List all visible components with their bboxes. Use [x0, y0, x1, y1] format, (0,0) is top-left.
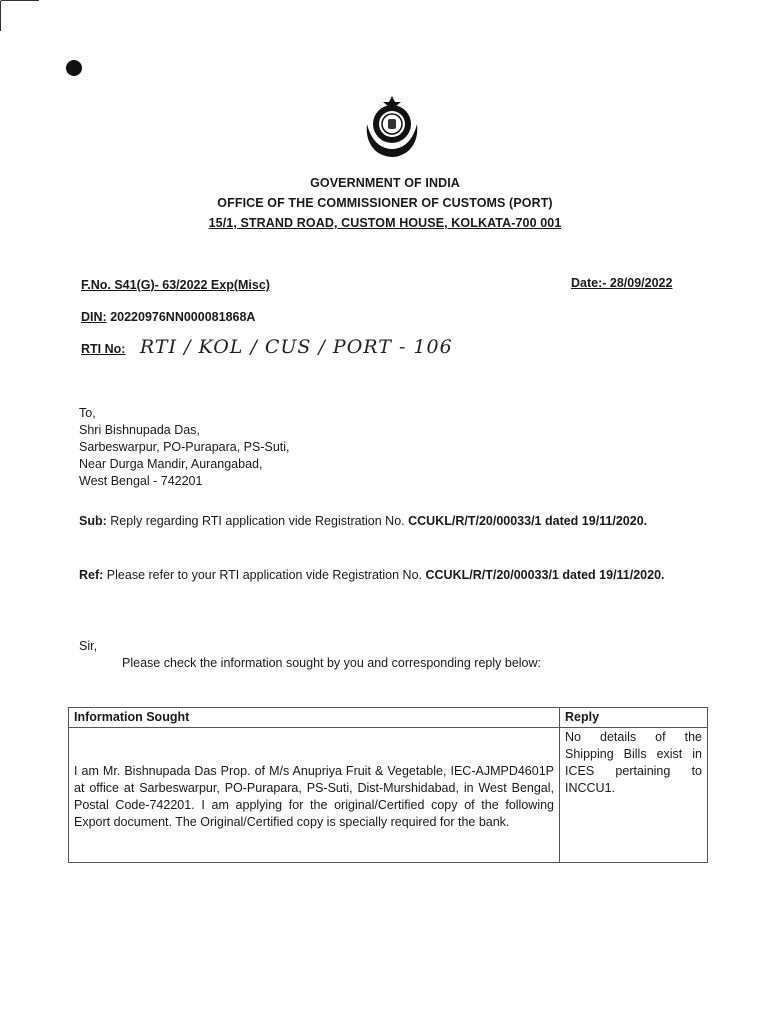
reference-text: Please refer to your RTI application vide Registration No.	[106, 568, 423, 582]
file-number: F.No. S41(G)- 63/2022 Exp(Misc)	[81, 278, 270, 292]
header-government: GOVERNMENT OF INDIA	[310, 176, 460, 190]
salutation: Sir,	[79, 639, 98, 653]
table-header-row	[69, 708, 708, 728]
intro-line: Please check the information sought by you and corresponding reply below:	[122, 656, 542, 670]
din-line	[81, 309, 255, 326]
address-to: To,	[79, 406, 96, 420]
address-line: Sarbeswarpur, PO-Purapara, PS-Suti,	[79, 440, 290, 454]
rti-handwritten-number: RTI / KOL / CUS / PORT - 106	[139, 336, 453, 358]
header-reply: Reply	[560, 708, 708, 728]
hole-punch-mark	[66, 60, 82, 76]
rti-label: RTI No:	[81, 342, 126, 356]
information-text: I am Mr. Bishnupada Das Prop. of M/s Anupriya Fruit & Vegetable, IEC-AJMPD4601P at office at Sarbeswarpur, PO-Purapara, PS-Suti, Dist-Murshidabad, in West Bengal, Postal Code-742201. I am applying for the original/Certified copy of the following Export document. The Original/Certified copy is specially required for the bank.	[74, 764, 554, 829]
din-label: DIN:	[81, 310, 107, 324]
header-address-text: 15/1, STRAND ROAD, CUSTOM HOUSE, KOLKATA-700 001	[208, 216, 562, 230]
subject-text: Reply regarding RTI application vide Registration No.	[110, 514, 405, 528]
rti-line	[81, 336, 453, 358]
letter-date: Date:- 28/09/2022	[571, 276, 673, 290]
address-line: Shri Bishnupada Das,	[79, 423, 200, 437]
subject-reg-no: CCUKL/R/T/20/00033/1 dated 19/11/2020.	[408, 514, 648, 528]
header-information-sought: Information Sought	[69, 708, 560, 728]
reply-text: No details of the Shipping Bills exist in ICES pertaining to INCCU1.	[565, 730, 702, 795]
customs-emblem-logo	[355, 90, 429, 164]
table-row	[69, 728, 708, 863]
reference-paragraph	[79, 567, 679, 584]
reply-cell	[560, 728, 708, 863]
reference-reg-no: CCUKL/R/T/20/00033/1 dated 19/11/2020.	[425, 568, 665, 582]
reference-label: Ref:	[79, 568, 104, 582]
scan-edge-line	[0, 0, 39, 31]
subject-label: Sub:	[79, 514, 107, 528]
information-cell	[69, 728, 560, 863]
address-line: West Bengal - 742201	[79, 474, 203, 488]
information-table	[68, 707, 708, 863]
header-office: OFFICE OF THE COMMISSIONER OF CUSTOMS (PORT)	[217, 196, 553, 210]
header-address	[0, 216, 770, 230]
din-value: 20220976NN000081868A	[110, 310, 256, 324]
subject-paragraph	[79, 513, 679, 530]
address-block	[79, 405, 290, 490]
address-line: Near Durga Mandir, Aurangabad,	[79, 457, 263, 471]
